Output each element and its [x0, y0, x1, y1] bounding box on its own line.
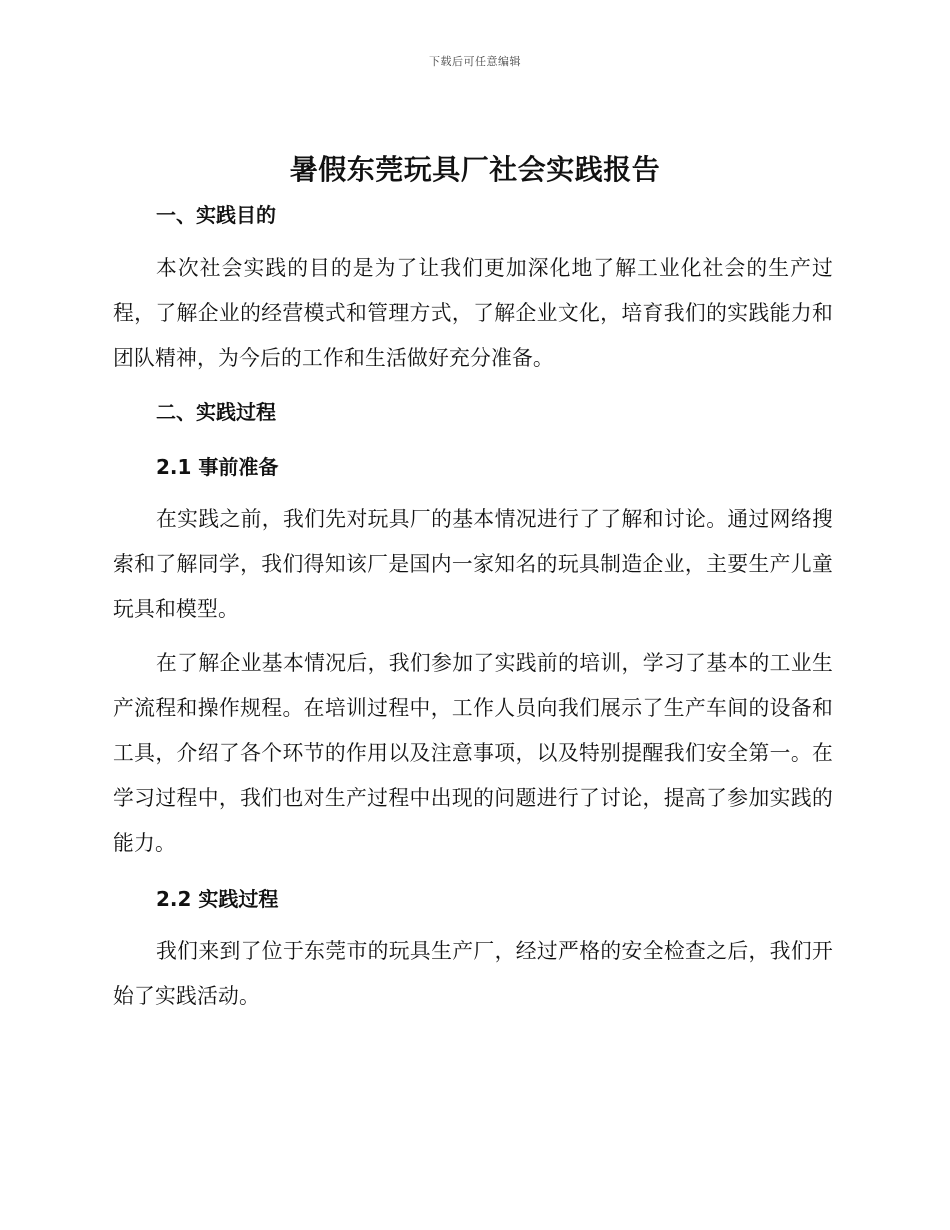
subsection-heading-practice: 2.2 实践过程	[156, 887, 279, 911]
document-title: 暑假东莞玩具厂社会实践报告	[289, 153, 661, 186]
paragraph-preparation-1: 在实践之前，我们先对玩具厂的基本情况进行了了解和讨论。通过网络搜索和了解同学，我们得知该厂是国内一家知名的玩具制造企业，主要生产儿童玩具和模型。	[113, 507, 833, 621]
paragraph-purpose: 本次社会实践的目的是为了让我们更加深化地了解工业化社会的生产过程，了解企业的经营模式和管理方式，了解企业文化，培育我们的实践能力和团队精神，为今后的工作和生活做好充分准备。	[113, 256, 833, 370]
paragraph-practice-1: 我们来到了位于东莞市的玩具生产厂，经过严格的安全检查之后，我们开始了实践活动。	[113, 939, 833, 1008]
section-heading-process: 二、实践过程	[156, 400, 276, 424]
section-heading-purpose: 一、实践目的	[156, 203, 276, 227]
header-note: 下载后可任意编辑	[429, 55, 521, 68]
subsection-heading-preparation: 2.1 事前准备	[156, 455, 279, 479]
paragraph-preparation-2: 在了解企业基本情况后，我们参加了实践前的培训，学习了基本的工业生产流程和操作规程。在培训过程中，工作人员向我们展示了生产车间的设备和工具，介绍了各个环节的作用以及注意事项，以及特别提醒我们安全第一。在学习过程中，我们也对生产过程中出现的问题进行了讨论，提高了参加实践的能力。	[113, 651, 833, 855]
